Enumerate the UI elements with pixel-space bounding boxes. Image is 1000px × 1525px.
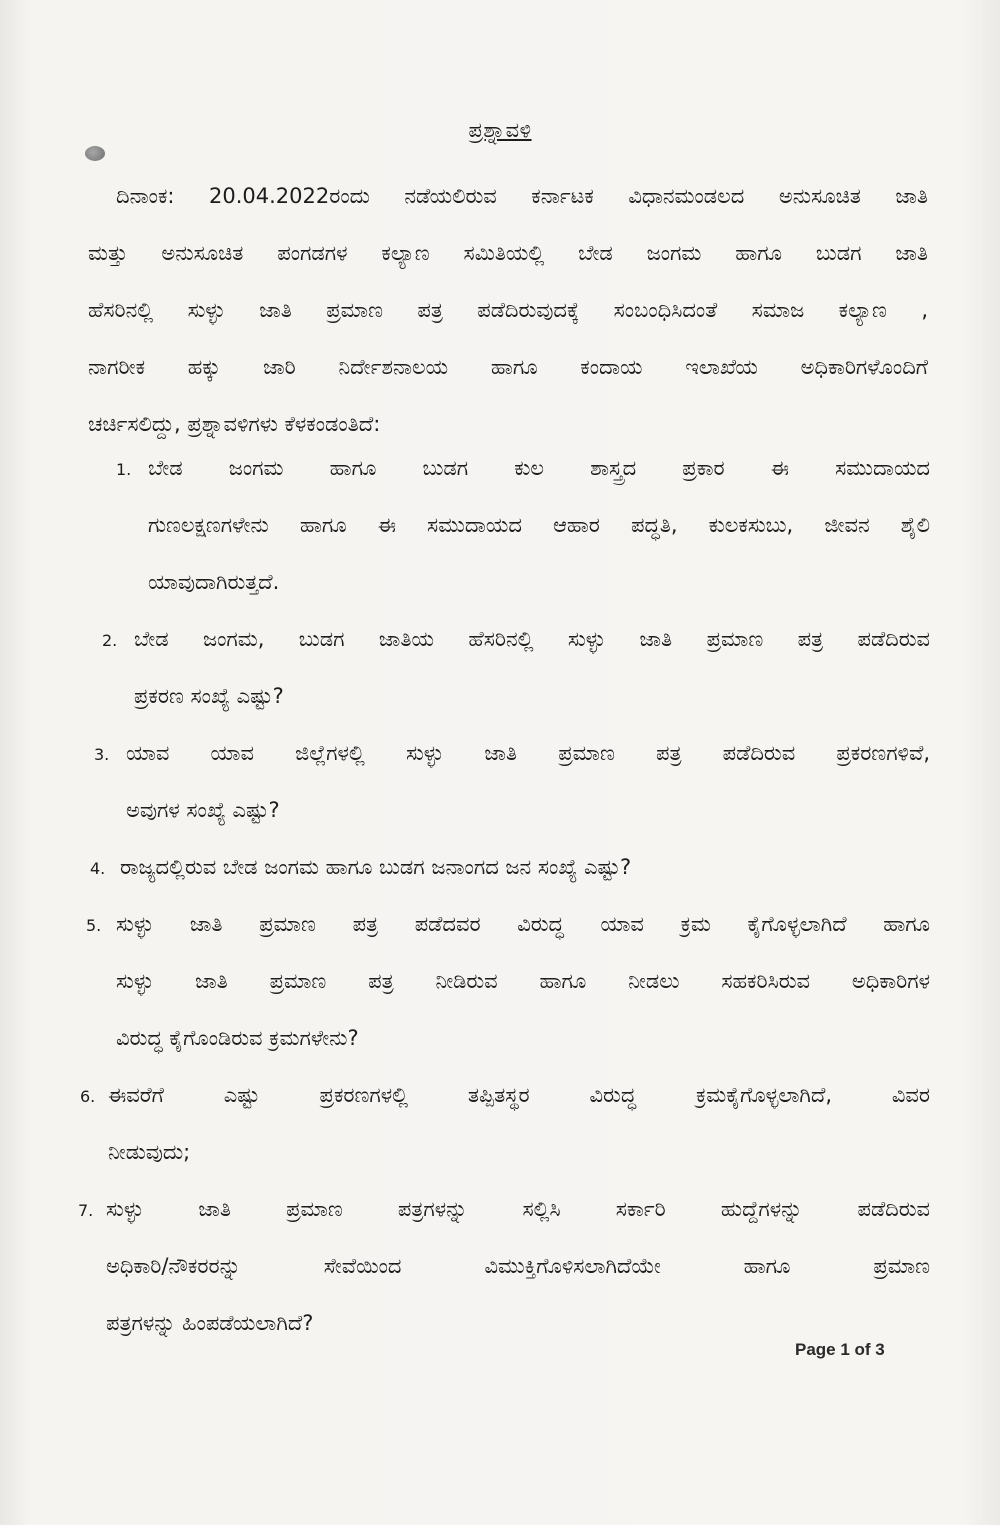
document-title: ಪ್ರಶ್ನಾವಳಿ: [468, 118, 532, 142]
punch-hole-mark: [85, 146, 105, 161]
question-list: [78, 440, 930, 1352]
question-item: [78, 440, 930, 611]
question-line: ಸುಳ್ಳು ಜಾತಿ ಪ್ರಮಾಣ ಪತ್ರ ನೀಡಿರುವ ಹಾಗೂ ನೀಡಲು ಸಹಕರಿಸಿರುವ ಅಧಿಕಾರಿಗಳ: [116, 969, 930, 993]
question-line: ಬೇಡ ಜಂಗಮ ಹಾಗೂ ಬುಡಗ ಕುಲ ಶಾಸ್ತ್ರದ ಪ್ರಕಾರ ಈ ಸಮುದಾಯದ: [148, 456, 930, 480]
question-line: ಗುಣಲಕ್ಷಣಗಳೇನು ಹಾಗೂ ಈ ಸಮುದಾಯದ ಆಹಾರ ಪದ್ಧತಿ, ಕುಲಕಸುಬು, ಜೀವನ ಶೈಲಿ: [148, 513, 930, 537]
question-line: ಸುಳ್ಳು ಜಾತಿ ಪ್ರಮಾಣ ಪತ್ರ ಪಡೆದವರ ವಿರುದ್ಧ ಯಾವ ಕ್ರಮ ಕೈಗೊಳ್ಳಲಾಗಿದೆ ಹಾಗೂ: [116, 912, 930, 936]
question-item: [78, 611, 930, 725]
intro-paragraph: [88, 168, 928, 453]
intro-line: ಹೆಸರಿನಲ್ಲಿ ಸುಳ್ಳು ಜಾತಿ ಪ್ರಮಾಣ ಪತ್ರ ಪಡೆದಿರುವುದಕ್ಕೆ ಸಂಬಂಧಿಸಿದಂತೆ ಸಮಾಜ ಕಲ್ಯಾಣ ,: [88, 298, 928, 322]
question-line: ವಿರುದ್ಧ ಕೈಗೊಂಡಿರುವ ಕ್ರಮಗಳೇನು?: [116, 1026, 359, 1050]
question-line: ಅವುಗಳ ಸಂಖ್ಯೆ ಎಷ್ಟು?: [126, 798, 280, 822]
intro-line: ನಾಗರೀಕ ಹಕ್ಕು ಜಾರಿ ನಿರ್ದೇಶನಾಲಯ ಹಾಗೂ ಕಂದಾಯ ಇಲಾಖೆಯ ಅಧಿಕಾರಿಗಳೊಂದಿಗೆ: [88, 355, 928, 379]
question-line: ಪ್ರಕರಣ ಸಂಖ್ಯೆ ಎಷ್ಟು?: [134, 684, 284, 708]
question-number: 4.: [90, 859, 106, 878]
question-number: 1.: [116, 460, 132, 479]
question-line: ಈವರೆಗೆ ಎಷ್ಟು ಪ್ರಕರಣಗಳಲ್ಲಿ ತಪ್ಪಿತಸ್ಥರ ವಿರುದ್ಧ ಕ್ರಮಕೈಗೊಳ್ಳಲಾಗಿದೆ, ವಿವರ: [108, 1083, 930, 1107]
question-line: ರಾಜ್ಯದಲ್ಲಿರುವ ಬೇಡ ಜಂಗಮ ಹಾಗೂ ಬುಡಗ ಜನಾಂಗದ ಜನ ಸಂಖ್ಯೆ ಎಷ್ಟು?: [120, 855, 632, 879]
question-line: ಯಾವುದಾಗಿರುತ್ತದೆ.: [148, 570, 280, 594]
intro-line: ಮತ್ತು ಅನುಸೂಚಿತ ಪಂಗಡಗಳ ಕಲ್ಯಾಣ ಸಮಿತಿಯಲ್ಲಿ ಬೇಡ ಜಂಗಮ ಹಾಗೂ ಬುಡಗ ಜಾತಿ: [88, 241, 928, 265]
question-number: 3.: [94, 745, 110, 764]
question-line: ಪತ್ರಗಳನ್ನು ಹಿಂಪಡೆಯಲಾಗಿದೆ?: [106, 1311, 314, 1335]
question-number: 6.: [80, 1087, 96, 1106]
question-item: [78, 839, 930, 896]
question-line: ಅಧಿಕಾರಿ/ನೌಕರರನ್ನು ಸೇವೆಯಿಂದ ವಿಮುಕ್ತಿಗೊಳಿಸಲಾಗಿದೆಯೇ ಹಾಗೂ ಪ್ರಮಾಣ: [106, 1254, 930, 1278]
question-line: ಬೇಡ ಜಂಗಮ, ಬುಡಗ ಜಾತಿಯ ಹೆಸರಿನಲ್ಲಿ ಸುಳ್ಳು ಜಾತಿ ಪ್ರಮಾಣ ಪತ್ರ ಪಡೆದಿರುವ: [134, 627, 930, 651]
intro-line: ಚರ್ಚಿಸಲಿದ್ದು, ಪ್ರಶ್ನಾವಳಿಗಳು ಕೆಳಕಂಡಂತಿದೆ:: [88, 412, 381, 436]
question-number: 5.: [86, 916, 102, 935]
question-line: ನೀಡುವುದು;: [108, 1140, 191, 1164]
question-line: ಸುಳ್ಳು ಜಾತಿ ಪ್ರಮಾಣ ಪತ್ರಗಳನ್ನು ಸಲ್ಲಿಸಿ ಸರ್ಕಾರಿ ಹುದ್ದೆಗಳನ್ನು ಪಡೆದಿರುವ: [106, 1197, 930, 1221]
question-item: [78, 1067, 930, 1181]
question-number: 7.: [78, 1201, 94, 1220]
question-number: 2.: [102, 631, 118, 650]
intro-line: ದಿನಾಂಕ: 20.04.2022ರಂದು ನಡೆಯಲಿರುವ ಕರ್ನಾಟಕ ವಿಧಾನಮಂಡಲದ ಅನುಸೂಚಿತ ಜಾತಿ: [116, 184, 928, 208]
question-item: [78, 1181, 930, 1352]
question-item: [78, 896, 930, 1067]
page-number-footer: Page 1 of 3: [795, 1340, 885, 1359]
question-line: ಯಾವ ಯಾವ ಜಿಲ್ಲೆಗಳಲ್ಲಿ ಸುಳ್ಳು ಜಾತಿ ಪ್ರಮಾಣ ಪತ್ರ ಪಡೆದಿರುವ ಪ್ರಕರಣಗಳಿವೆ,: [126, 741, 930, 765]
question-item: [78, 725, 930, 839]
